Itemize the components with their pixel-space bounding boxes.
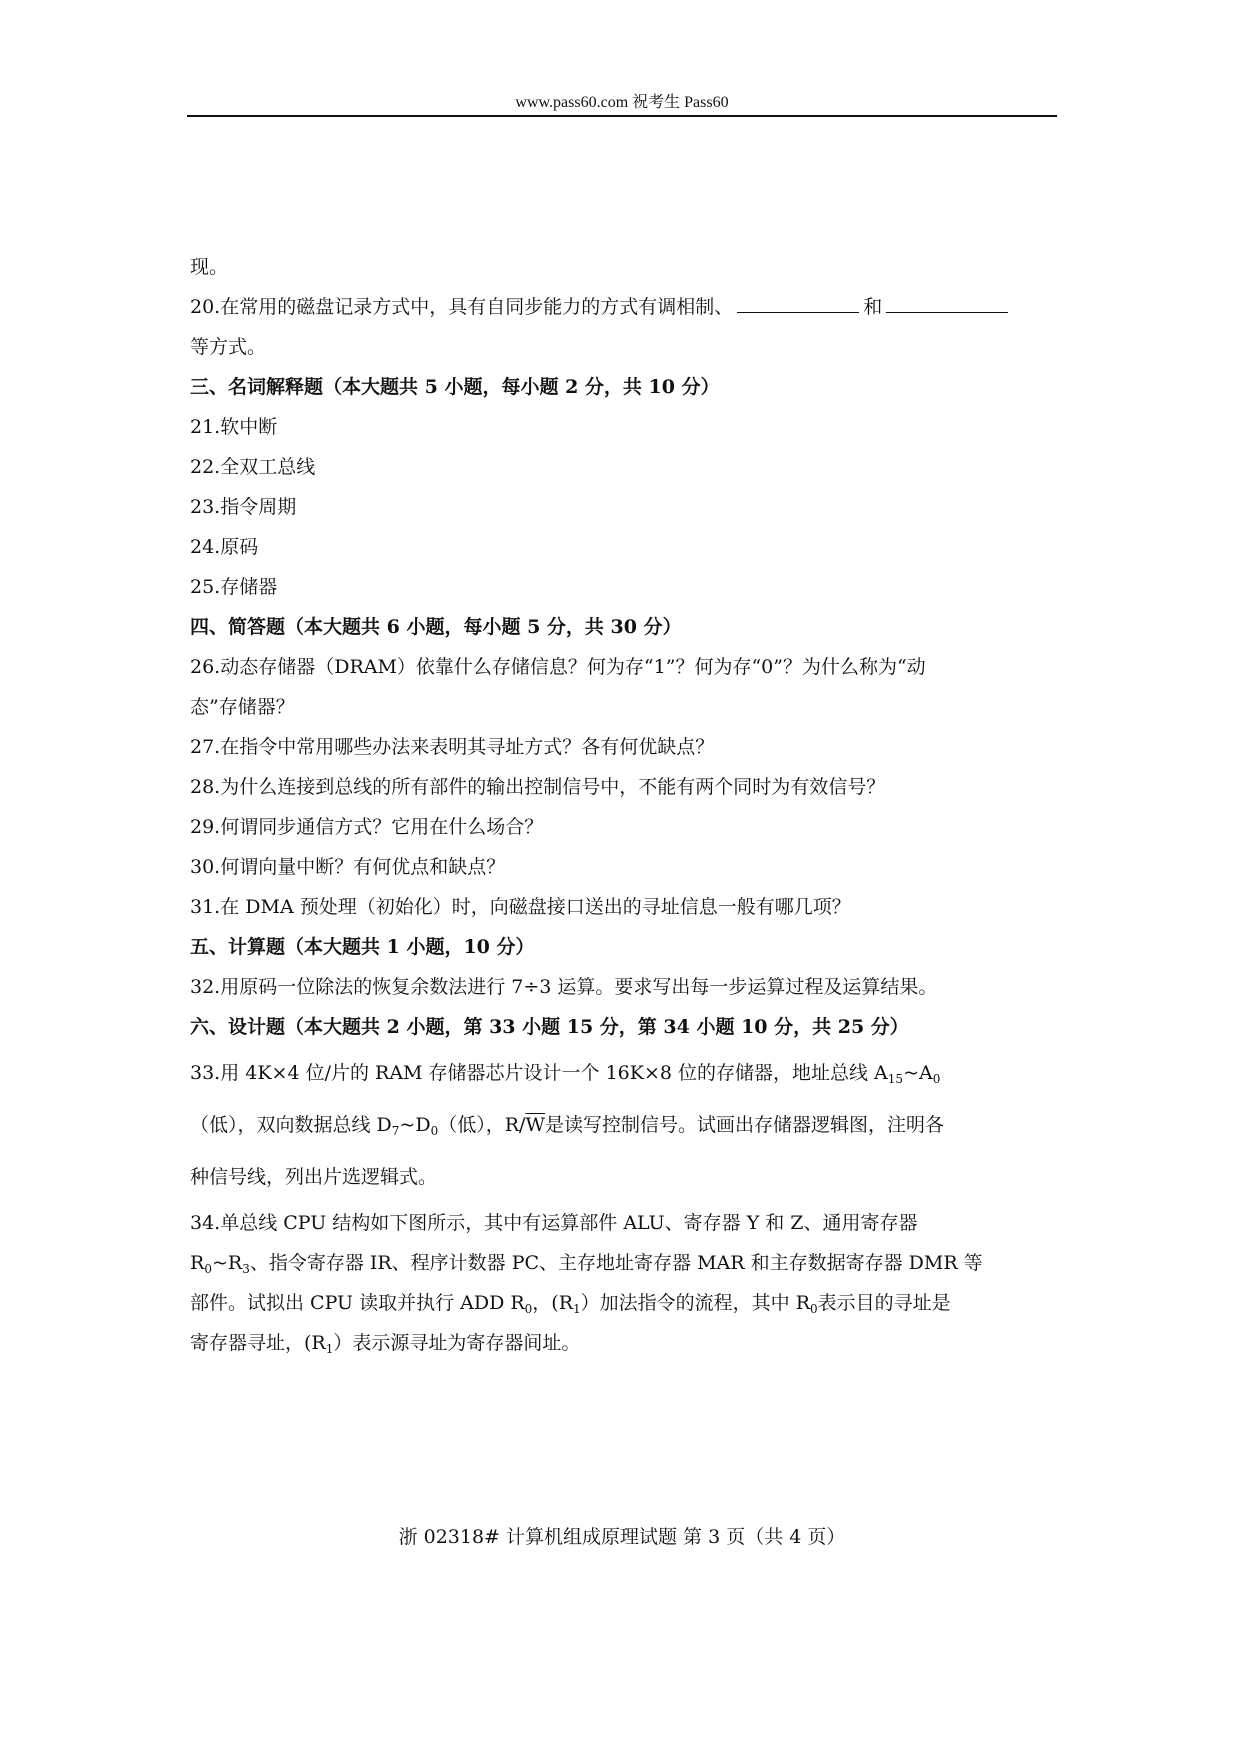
q34-text-c2: ，(R (532, 1292, 574, 1314)
q34-text-c3: ）加法指令的流程，其中 R (580, 1292, 811, 1314)
question-33-cont (190, 1099, 1060, 1151)
section-4-heading: 四、简答题（本大题共 6 小题，每小题 5 分，共 30 分） (190, 616, 682, 638)
q34-text-b2: ~R (211, 1252, 243, 1274)
q34-sub-r1: 1 (573, 1302, 581, 1316)
q34-text-b3: 、指令寄存器 IR、程序计数器 PC、主存地址寄存器 MAR 和主存数据寄存器 DMR 等 (249, 1252, 983, 1274)
q33-sub-15: 15 (887, 1072, 904, 1086)
question-33 (190, 1047, 1060, 1099)
question-34-cont-3 (190, 1323, 1060, 1363)
question-29: 29.何谓同步通信方式？它用在什么场合？ (190, 816, 544, 838)
question-28: 28.为什么连接到总线的所有部件的输出控制信号中，不能有两个同时为有效信号？ (190, 776, 886, 798)
question-26-cont: 态”存储器？ (190, 696, 295, 718)
header-rule (187, 115, 1057, 117)
q20-text-a: 20.在常用的磁盘记录方式中，具有自同步能力的方式有调相制、 (190, 296, 734, 318)
question-20 (190, 287, 1060, 327)
q20-blank-1 (737, 290, 859, 313)
q20-blank-2 (886, 290, 1008, 313)
q33-text-b1: （低），双向数据总线 D (190, 1114, 392, 1136)
question-24: 24.原码 (190, 536, 259, 558)
q34-text-c1: 部件。试拟出 CPU 读取并执行 ADD R (190, 1292, 525, 1314)
question-34-cont (190, 1243, 1060, 1283)
page-footer: 浙 02318# 计算机组成原理试题 第 3 页（共 4 页） (398, 1526, 846, 1548)
question-32: 32.用原码一位除法的恢复余数法进行 7÷3 运算。要求写出每一步运算过程及运算结果。 (190, 976, 938, 998)
question-26: 26.动态存储器（DRAM）依靠什么存储信息？何为存“1”？何为存“0”？为什么称为“动 (190, 656, 926, 678)
q33-text-a: 33.用 4K×4 位/片的 RAM 存储器芯片设计一个 16K×8 位的存储器，地址总线 A (190, 1062, 888, 1084)
question-33-cont-2: 种信号线，列出片选逻辑式。 (190, 1166, 438, 1188)
question-27: 27.在指令中常用哪些办法来表明其寻址方式？各有何优缺点？ (190, 736, 715, 758)
question-20-cont: 等方式。 (190, 336, 267, 358)
section-3-heading: 三、名词解释题（本大题共 5 小题，每小题 2 分，共 10 分） (190, 376, 720, 398)
q34-text-d2: ）表示源寻址为寄存器间址。 (333, 1332, 581, 1354)
section-6-heading: 六、设计题（本大题共 2 小题，第 33 小题 15 分，第 34 小题 10 分，共 25 分） (190, 1016, 909, 1038)
q20-text-b: 和 (863, 296, 883, 318)
q34-text-b1: R (190, 1252, 205, 1274)
question-31: 31.在 DMA 预处理（初始化）时，向磁盘接口送出的寻址信息一般有哪几项？ (190, 896, 851, 918)
question-25: 25.存储器 (190, 576, 278, 598)
q33-sub-7: 7 (391, 1124, 400, 1138)
question-34: 34.单总线 CPU 结构如下图所示，其中有运算部件 ALU、寄存器 Y 和 Z、通用寄存器 (190, 1212, 918, 1234)
q33-text-b4: 是读写控制信号。试画出存储器逻辑图，注明各 (544, 1114, 944, 1136)
q34-sub-0: 0 (204, 1262, 212, 1276)
q34-sub-r0-b: 0 (810, 1302, 818, 1316)
q34-sub-r0: 0 (524, 1302, 533, 1316)
q33-text-b3: （低），R/ (438, 1114, 526, 1136)
q34-sub-3: 3 (242, 1262, 250, 1276)
question-34-cont-2 (190, 1283, 1060, 1323)
question-23: 23.指令周期 (190, 496, 297, 518)
page-content (190, 247, 1060, 1363)
question-30: 30.何谓向量中断？有何优点和缺点？ (190, 856, 506, 878)
question-22: 22.全双工总线 (190, 456, 316, 478)
q34-text-c4: 表示目的寻址是 (817, 1292, 951, 1314)
page-header: www.pass60.com 祝考生 Pass60 (515, 94, 729, 111)
q33-sub-d0: 0 (430, 1124, 439, 1138)
q33-w-overline: $\overline{W}$ (525, 1114, 545, 1136)
q33-sub-0: 0 (932, 1072, 941, 1086)
q34-sub-r1-b: 1 (325, 1342, 334, 1356)
q33-text-b2: ~D (399, 1114, 431, 1136)
q33-text-mid: ~A (903, 1062, 933, 1084)
continued-text: 现。 (190, 256, 229, 278)
question-21: 21.软中断 (190, 416, 278, 438)
q34-text-d1: 寄存器寻址，(R (190, 1332, 326, 1354)
section-5-heading: 五、计算题（本大题共 1 小题，10 分） (190, 936, 535, 958)
